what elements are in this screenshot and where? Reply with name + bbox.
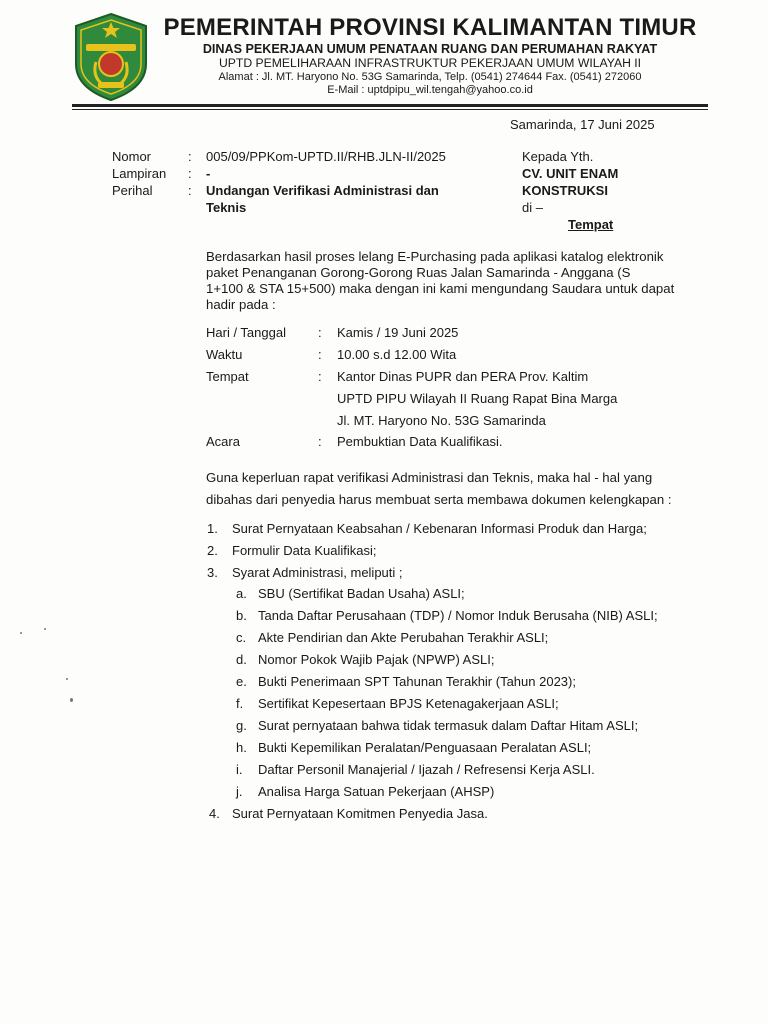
- lampiran-label: Lampiran: [112, 166, 167, 181]
- item-number: 3.: [207, 565, 218, 580]
- subitem-letter: e.: [236, 674, 247, 689]
- list-item: Surat Pernyataan Keabsahan / Kebenaran Informasi Produk dan Harga;: [232, 521, 647, 536]
- purpose-line-2: dibahas dari penyedia harus membuat serta membawa dokumen kelengkapan :: [206, 492, 672, 507]
- subitem-letter: a.: [236, 586, 247, 601]
- nomor-value: 005/09/PPKom-UPTD.II/RHB.JLN-II/2025: [206, 149, 446, 164]
- letterhead-rule-thick: [72, 104, 708, 107]
- perihal-label: Perihal: [112, 183, 153, 198]
- lampiran-colon: :: [188, 166, 192, 181]
- item-number: 2.: [207, 543, 218, 558]
- subitem: Akte Pendirian dan Akte Perubahan Terakhir ASLI;: [258, 630, 549, 645]
- subitem: SBU (Sertifikat Badan Usaha) ASLI;: [258, 586, 465, 601]
- subitem: Sertifikat Kepesertaan BPJS Ketenagakerjaan ASLI;: [258, 696, 559, 711]
- tempat-line-3: Jl. MT. Haryono No. 53G Samarinda: [337, 413, 546, 428]
- scan-speck: [66, 678, 68, 680]
- intro-line-1: Berdasarkan hasil proses lelang E-Purchasing pada aplikasi katalog elektronik: [206, 249, 664, 264]
- subitem: Daftar Personil Manajerial / Ijazah / Refresensi Kerja ASLI.: [258, 762, 595, 777]
- acara-label: Acara: [206, 434, 240, 449]
- office-email: E-Mail : uptdpipu_wil.tengah@yahoo.co.id: [327, 84, 533, 96]
- list-item: Formulir Data Kualifikasi;: [232, 543, 377, 558]
- list-item: Surat Pernyataan Komitmen Penyedia Jasa.: [232, 806, 488, 821]
- subitem-letter: b.: [236, 608, 247, 623]
- recipient-greeting: Kepada Yth.: [522, 149, 594, 164]
- hari-value: Kamis / 19 Juni 2025: [337, 325, 459, 340]
- waktu-colon: :: [318, 347, 322, 362]
- subitem-letter: f.: [236, 696, 244, 711]
- perihal-line-2: Teknis: [206, 200, 247, 215]
- subitem-letter: h.: [236, 740, 247, 755]
- nomor-colon: :: [188, 149, 192, 164]
- subitem-letter: i.: [236, 762, 243, 777]
- waktu-label: Waktu: [206, 347, 243, 362]
- item-number: 4.: [209, 806, 220, 821]
- subitem: Bukti Kepemilikan Peralatan/Penguasaan Peralatan ASLI;: [258, 740, 592, 755]
- intro-line-4: hadir pada :: [206, 297, 276, 312]
- tempat-line-2: UPTD PIPU Wilayah II Ruang Rapat Bina Marga: [337, 391, 618, 406]
- intro-line-3: 1+100 & STA 15+500) maka dengan ini kami mengundang Saudara untuk dapat: [206, 281, 675, 296]
- subitem: Bukti Penerimaan SPT Tahunan Terakhir (Tahun 2023);: [258, 674, 576, 689]
- subitem: Analisa Harga Satuan Pekerjaan (AHSP): [258, 784, 495, 799]
- nomor-label: Nomor: [112, 149, 152, 164]
- hari-label: Hari / Tanggal: [206, 325, 286, 340]
- subitem-letter: d.: [236, 652, 247, 667]
- subitem: Tanda Daftar Perusahaan (TDP) / Nomor Induk Berusaha (NIB) ASLI;: [258, 608, 658, 623]
- office-address: Alamat : Jl. MT. Haryono No. 53G Samarinda, Telp. (0541) 274644 Fax. (0541) 272060: [218, 71, 642, 83]
- item-number: 1.: [207, 521, 218, 536]
- letter-date: Samarinda, 17 Juni 2025: [510, 117, 655, 132]
- list-item: Syarat Administrasi, meliputi ;: [232, 565, 403, 580]
- kalimantan-timur-emblem-icon: [72, 12, 150, 102]
- tempat-line-1: Kantor Dinas PUPR dan PERA Prov. Kaltim: [337, 369, 589, 384]
- government-title: PEMERINTAH PROVINSI KALIMANTAN TIMUR: [163, 14, 697, 41]
- subitem-letter: c.: [236, 630, 247, 645]
- department-name: DINAS PEKERJAAN UMUM PENATAAN RUANG DAN PERUMAHAN RAKYAT: [202, 42, 658, 56]
- recipient-name-line-1: CV. UNIT ENAM: [522, 166, 619, 181]
- subitem-letter: j.: [236, 784, 243, 799]
- hari-colon: :: [318, 325, 322, 340]
- unit-name: UPTD PEMELIHARAAN INFRASTRUKTUR PEKERJAAN UMUM WILAYAH II: [218, 56, 642, 70]
- acara-value: Pembuktian Data Kualifikasi.: [337, 434, 503, 449]
- recipient-di: di –: [522, 200, 543, 215]
- acara-colon: :: [318, 434, 322, 449]
- tempat-label: Tempat: [206, 369, 249, 384]
- subitem: Nomor Pokok Wajib Pajak (NPWP) ASLI;: [258, 652, 495, 667]
- subitem: Surat pernyataan bahwa tidak termasuk dalam Daftar Hitam ASLI;: [258, 718, 639, 733]
- letterhead-rule-thin: [72, 109, 708, 110]
- scan-speck: [44, 628, 46, 630]
- lampiran-value: -: [206, 166, 211, 181]
- scan-speck: [70, 698, 73, 702]
- subitem-letter: g.: [236, 718, 247, 733]
- tempat-colon: :: [318, 369, 322, 384]
- intro-line-2: paket Penanganan Gorong-Gorong Ruas Jalan Samarinda - Anggana (S: [206, 265, 631, 280]
- waktu-value: 10.00 s.d 12.00 Wita: [337, 347, 457, 362]
- perihal-colon: :: [188, 183, 192, 198]
- scan-speck: [20, 632, 22, 634]
- recipient-name-line-2: KONSTRUKSI: [522, 183, 608, 198]
- recipient-place: Tempat: [568, 217, 614, 232]
- purpose-line-1: Guna keperluan rapat verifikasi Administrasi dan Teknis, maka hal - hal yang: [206, 470, 653, 485]
- perihal-line-1: Undangan Verifikasi Administrasi dan: [206, 183, 439, 198]
